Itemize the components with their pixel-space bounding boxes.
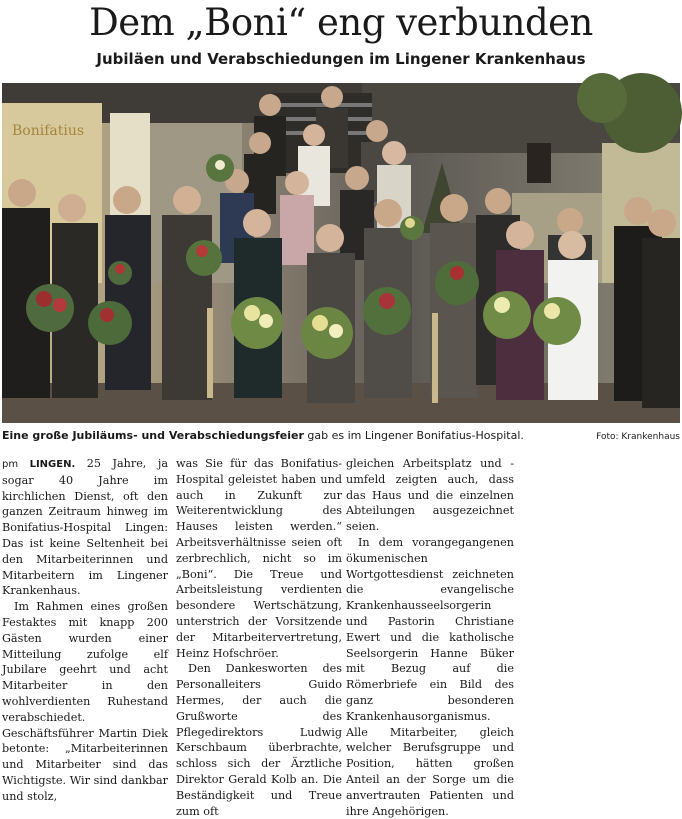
article-paragraph: In dem vorangegangenen ökumenischen Wortgottesdienst zeichneten die evangelische Krankenhausseelsorgerin und Pastorin Christiane Ewert und die katholische Seelsorgerin Hanne Büker mit Bezug auf die Römerbriefe ein Bild des ganz besonderen Krankenhausorganismus. Alle Mitarbeiter, gleich welcher Berufsgruppe und Position, hätten großen Anteil an der Sorge um die anvertrauten Patienten und ihre Angehörigen.: [346, 535, 514, 818]
article-paragraph: Den Dankesworten des Personalleiters Guido Hermes, der auch die Grußworte des Pflegedirektors Ludwig Kerschbaum überbrachte, schloss sich der Ärztliche Direktor Gerald Kolb an. Die Beständigkeit und Treue zum oft: [176, 662, 342, 818]
article-headline: Dem „Boni“ eng verbunden: [89, 1, 593, 44]
article-paragraph: was Sie für das Bonifatius-Hospital geleistet haben und auch in Zukunft zur Weiterentwicklung des Hauses leisten werden.“ Arbeitsverhältnisse seien oft zerbrechlich, nicht so im „Boni“. Die Treue und Arbeitsleistung verdienten besondere Wertschätzung, unterstrich der Vorsitzende der Mitarbeitervertretung, Heinz Hofschröer.: [176, 457, 342, 660]
dateline-prefix: pm: [2, 459, 19, 470]
article-paragraph: Im Rahmen eines großen Festaktes mit knapp 200 Gästen wurden einer Mitteilung zufolge elf Jubilare geehrt und acht Mitarbeiter in den wohlverdienten Ruhestand verabschiedet. Geschäftsführer Martin Diek betonte: „Mitarbeiterinnen und Mitarbeiter sind das Wichtigste. Wir sind dankbar und stolz,: [2, 600, 168, 803]
wall-sign: Bonifatius: [12, 123, 85, 139]
photo-caption-text: gab es im Lingener Bonifatius-Hospital.: [303, 429, 524, 442]
photo-credit: Foto: Krankenhaus: [596, 432, 680, 442]
article-subheadline: Jubiläen und Verabschiedungen im Lingener Krankenhaus: [96, 50, 586, 68]
article-paragraph: [2, 456, 168, 599]
article-paragraph: gleichen Arbeitsplatz und -umfeld zeigten auch, dass das Haus und die einzelnen Abteilungen ausgezeichnet seien.: [346, 457, 514, 534]
paragraph-text: 25 Jahre, ja sogar 40 Jahre im kirchlichen Dienst, oft den ganzen Zeitraum hinweg im Bonifatius-Hospital Lingen: Das ist keine Seltenheit bei den Mitarbeiterinnen und Mitarbeitern im Lingener Krankenhaus.: [2, 457, 168, 598]
article-column-3: [346, 456, 514, 818]
group-photo: [2, 83, 680, 423]
dateline-city: LINGEN.: [29, 459, 76, 470]
photo-caption: [2, 429, 532, 443]
photo-caption-bold: Eine große Jubiläums- und Verabschiedungsfeier: [2, 429, 304, 442]
article-column-1: [2, 456, 168, 803]
article-column-2: [176, 456, 342, 818]
